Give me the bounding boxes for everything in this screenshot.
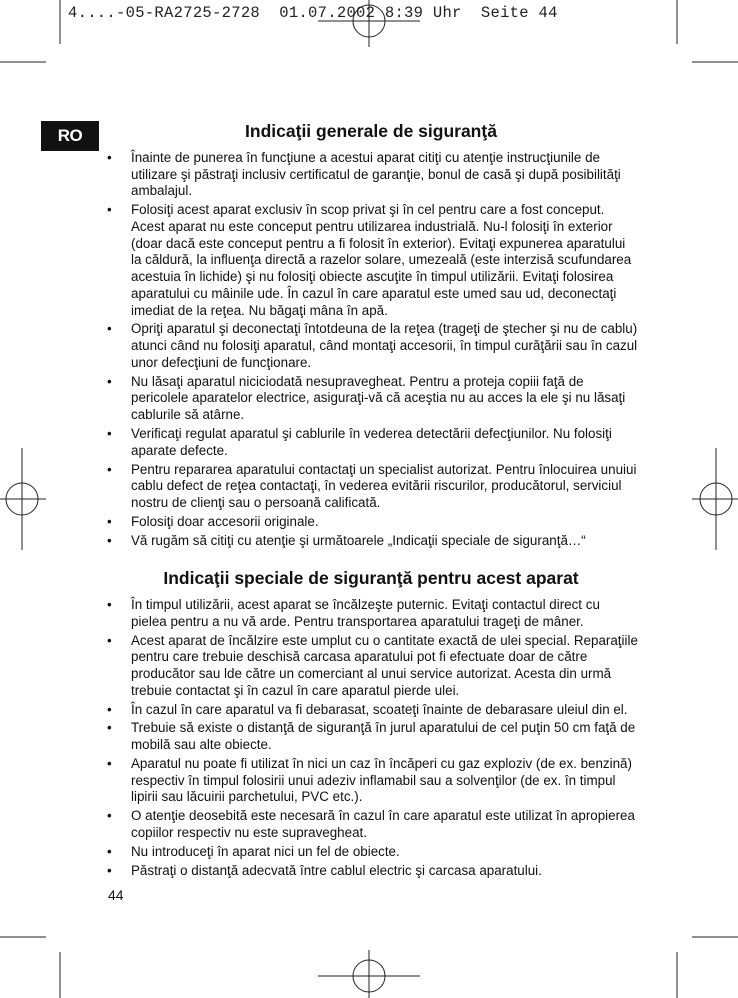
- list-item: • Nu introduceţi în aparat nici un fel de obiecte.: [104, 844, 638, 861]
- list-item: • În cazul în care aparatul va fi debarasat, scoateţi înainte de debarasare uleiul din el.: [104, 702, 638, 719]
- print-header: 4....-05-RA2725-2728 01.07.2002 8:39 Uhr Seite 44: [68, 4, 558, 22]
- list-item: • O atenţie deosebită este necesară în cazul în care aparatul este utilizat în apropierea copiilor respectiv nu este supravegheat.: [104, 808, 638, 841]
- section-title-general: Indicaţii generale de siguranţă: [245, 121, 497, 141]
- list-item: • Acest aparat de încălzire este umplut cu o cantitate exactă de ulei special. Reparaţiile pentru care trebuie deschisă carcasa aparatului pot fi efectuate doar de către producător sau lde către un comerciant al unui service autorizat. Acesta din urmă trebuie contactat şi în cazul în care aparatul pierde ulei.: [104, 633, 638, 700]
- list-item: • Pentru repararea aparatului contactaţi un specialist autorizat. Pentru înlocuirea unuiui cablu defect de reţea contactaţi, în vederea evitării riscurilor, producătorul, serviciul nostru de clienţi sau o persoană calificată.: [104, 462, 638, 512]
- list-item: • Vă rugăm să citiţi cu atenţie şi următoarele „Indicaţii speciale de siguranţă…“: [104, 533, 638, 550]
- list-item: • Înainte de punerea în funcţiune a acestui aparat citiţi cu atenţie instrucţiunile de utilizare şi păstraţi inclusiv certificatul de garanţie, bonul de casă şi după posibilităţi ambalajul.: [104, 150, 638, 200]
- special-safety-list: [104, 597, 638, 882]
- general-safety-list: [104, 150, 638, 552]
- list-item: • Trebuie să existe o distanţă de siguranţă în jurul aparatului de cel puţin 50 cm faţă de mobilă sau alte obiecte.: [104, 720, 638, 753]
- page-number: 44: [108, 887, 124, 903]
- list-item: • Folosiţi doar accesorii originale.: [104, 514, 638, 531]
- list-item: • Aparatul nu poate fi utilizat în nici un caz în încăperi cu gaz exploziv (de ex. benzină) respectiv în timpul folosirii unui adeziv inflamabil sau a solvenţilor (de ex. în timpul lipirii sau lăcuirii parchetului, PVC etc.).: [104, 756, 638, 806]
- section-title-special: Indicaţii speciale de siguranţă pentru acest aparat: [163, 568, 579, 588]
- language-tab: RO: [41, 121, 99, 151]
- list-item: • Verificaţi regulat aparatul şi cablurile în vederea detectării defecţiunilor. Nu folosiţi aparate defecte.: [104, 426, 638, 459]
- list-item: • Folosiţi acest aparat exclusiv în scop privat şi în cel pentru care a fost conceput. Acest aparat nu este conceput pentru utilizarea industrială. Nu-l folosiţi în exterior (doar dacă este conceput pentru a fi folosit în exterior). Evitaţi expunerea aparatului la căldură, la influenţa directă a razelor solare, umezeală (este interzisă scufundarea acestuia în lichide) şi nu folosiţi obiecte ascuţite în timpul utilizării. Evitaţi folosirea aparatului cu mâinile ude. În cazul în care aparatul este umed sau ud, deconectaţi imediat de la reţea. Nu băgaţi mâna în apă.: [104, 202, 638, 319]
- list-item: • Opriţi aparatul şi deconectaţi întotdeuna de la reţea (trageţi de ştecher şi nu de cablu) atunci când nu folosiţi aparatul, când montaţi accesorii, în timpul curăţării sau în cazul unor defecţiuni de funcţionare.: [104, 321, 638, 371]
- list-item: • Păstraţi o distanţă adecvată între cablul electric şi carcasa aparatului.: [104, 863, 638, 880]
- list-item: • Nu lăsaţi aparatul niciciodată nesupravegheat. Pentru a proteja copiii faţă de pericolele aparatelor electrice, asiguraţi-vă că aceştia nu au acces la ele şi nu lăsaţi cablurile să atârne.: [104, 374, 638, 424]
- list-item: • În timpul utilizării, acest aparat se încălzeşte puternic. Evitaţi contactul direct cu pielea pentru a nu vă arde. Pentru transportarea aparatului trageţi de mâner.: [104, 597, 638, 630]
